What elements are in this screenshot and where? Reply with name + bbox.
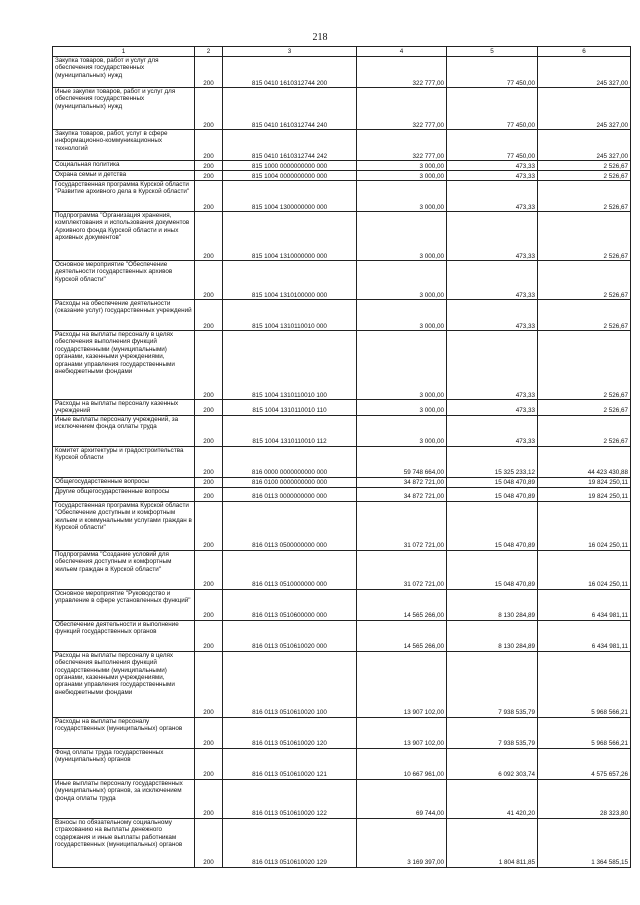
row-status-code: 200 (195, 717, 223, 748)
row-unexecuted-amount: 5 968 566,21 (538, 651, 631, 717)
row-approved-amount: 3 000,00 (357, 261, 447, 300)
header-cell-1: 1 (53, 47, 195, 57)
table-row (53, 261, 631, 300)
row-name: Общегосударственные вопросы (53, 477, 195, 487)
row-status-code: 200 (195, 57, 223, 88)
table-row (53, 651, 631, 717)
row-unexecuted-amount: 19 824 250,11 (538, 487, 631, 501)
row-status-code: 200 (195, 261, 223, 300)
row-approved-amount: 10 667 961,00 (357, 748, 447, 779)
row-status-code: 200 (195, 748, 223, 779)
row-executed-amount: 15 325 233,12 (447, 446, 538, 477)
table-row (53, 748, 631, 779)
row-name: Основное мероприятие "Руководство и управление в сфере установленных функций" (53, 589, 195, 620)
table-row (53, 181, 631, 212)
header-cell-4: 4 (357, 47, 447, 57)
row-approved-amount: 14 565 266,00 (357, 620, 447, 651)
row-name: Государственная программа Курской области "Обеспечение доступным и комфортным жильем и коммунальными услугами граждан в Курской области" (53, 501, 195, 550)
row-status-code: 200 (195, 181, 223, 212)
row-name: Расходы на обеспечение деятельности (оказание услуг) государственных учреждений (53, 300, 195, 331)
row-name: Основное мероприятие "Обеспечение деятельности государственных архивов Курской области" (53, 261, 195, 300)
row-name: Охрана семьи и детства (53, 171, 195, 181)
row-approved-amount: 69 744,00 (357, 779, 447, 818)
table-row (53, 818, 631, 867)
header-cell-5: 5 (447, 47, 538, 57)
row-budget-code: 815 0410 1610312744 242 (223, 130, 357, 161)
row-name: Фонд оплаты труда государственных (муниципальных) органов (53, 748, 195, 779)
row-unexecuted-amount: 2 526,67 (538, 212, 631, 261)
row-status-code: 200 (195, 331, 223, 400)
row-executed-amount: 473,33 (447, 300, 538, 331)
row-unexecuted-amount: 245 327,00 (538, 57, 631, 88)
header-cell-2: 2 (195, 47, 223, 57)
row-budget-code: 816 0100 0000000000 000 (223, 477, 357, 487)
row-approved-amount: 3 000,00 (357, 161, 447, 171)
budget-table (52, 46, 631, 868)
row-name: Взносы по обязательному социальному страхованию на выплаты денежного содержания и иные выплаты работникам государственных (муниципальных) органов (53, 818, 195, 867)
row-budget-code: 815 1004 1300000000 000 (223, 181, 357, 212)
row-name: Расходы на выплаты персоналу в целях обеспечения выполнения функций государственными (муниципальными) органами, казенными учреждениями, органами управления государственными внебюджетными фондами (53, 331, 195, 400)
row-budget-code: 816 0113 0510000000 000 (223, 550, 357, 589)
row-name: Социальная политика (53, 161, 195, 171)
row-unexecuted-amount: 245 327,00 (538, 88, 631, 130)
row-approved-amount: 3 000,00 (357, 171, 447, 181)
row-executed-amount: 15 048 470,89 (447, 487, 538, 501)
table-row (53, 487, 631, 501)
page-number: 218 (312, 32, 328, 43)
row-executed-amount: 6 092 303,74 (447, 748, 538, 779)
table-row (53, 779, 631, 818)
table-row (53, 589, 631, 620)
row-approved-amount: 14 565 266,00 (357, 589, 447, 620)
row-approved-amount: 34 872 721,00 (357, 477, 447, 487)
row-name: Расходы на выплаты персоналу казенных учреждений (53, 400, 195, 416)
row-budget-code: 816 0000 0000000000 000 (223, 446, 357, 477)
row-approved-amount: 34 872 721,00 (357, 487, 447, 501)
row-status-code: 200 (195, 446, 223, 477)
row-approved-amount: 3 000,00 (357, 212, 447, 261)
table-row (53, 400, 631, 416)
row-unexecuted-amount: 1 364 585,15 (538, 818, 631, 867)
row-name: Государственная программа Курской области "Развитие архивного дела в Курской области" (53, 181, 195, 212)
row-executed-amount: 473,33 (447, 161, 538, 171)
row-status-code: 200 (195, 477, 223, 487)
row-status-code: 200 (195, 212, 223, 261)
table-row (53, 212, 631, 261)
row-approved-amount: 3 000,00 (357, 300, 447, 331)
row-executed-amount: 473,33 (447, 331, 538, 400)
row-unexecuted-amount: 2 526,67 (538, 300, 631, 331)
row-budget-code: 816 0113 0500000000 000 (223, 501, 357, 550)
table-row (53, 717, 631, 748)
header-cell-3: 3 (223, 47, 357, 57)
row-name: Подпрограмма "Организация хранения, комплектования и использования документов Архивного фонда Курской области и иных архивных документов" (53, 212, 195, 261)
row-budget-code: 815 1000 0000000000 000 (223, 161, 357, 171)
row-status-code: 200 (195, 130, 223, 161)
row-executed-amount: 15 048 470,89 (447, 501, 538, 550)
row-unexecuted-amount: 2 526,67 (538, 161, 631, 171)
row-budget-code: 815 0410 1610312744 200 (223, 57, 357, 88)
table-row (53, 300, 631, 331)
row-approved-amount: 3 000,00 (357, 331, 447, 400)
table-row (53, 620, 631, 651)
row-name: Иные выплаты персоналу государственных (муниципальных) органов, за исключением фонда оплаты труда (53, 779, 195, 818)
row-status-code: 200 (195, 779, 223, 818)
row-name: Расходы на выплаты персоналу государственных (муниципальных) органов (53, 717, 195, 748)
row-budget-code: 815 1004 1310110010 110 (223, 400, 357, 416)
table-row (53, 57, 631, 88)
table-row (53, 477, 631, 487)
row-unexecuted-amount: 44 423 430,88 (538, 446, 631, 477)
row-status-code: 200 (195, 589, 223, 620)
row-unexecuted-amount: 2 526,67 (538, 331, 631, 400)
row-unexecuted-amount: 16 024 250,11 (538, 550, 631, 589)
row-unexecuted-amount: 2 526,67 (538, 181, 631, 212)
table-row (53, 550, 631, 589)
row-unexecuted-amount: 4 575 657,26 (538, 748, 631, 779)
row-executed-amount: 15 048 470,89 (447, 550, 538, 589)
row-unexecuted-amount: 16 024 250,11 (538, 501, 631, 550)
table-row (53, 501, 631, 550)
row-executed-amount: 7 938 535,79 (447, 651, 538, 717)
table-body (53, 57, 631, 868)
row-unexecuted-amount: 5 968 566,21 (538, 717, 631, 748)
row-status-code: 200 (195, 400, 223, 416)
row-approved-amount: 3 000,00 (357, 415, 447, 446)
row-budget-code: 816 0113 0510610020 121 (223, 748, 357, 779)
header-cell-6: 6 (538, 47, 631, 57)
row-approved-amount: 3 000,00 (357, 181, 447, 212)
row-name: Комитет архитектуры и градостроительства Курской области (53, 446, 195, 477)
header-row (53, 47, 631, 57)
row-name: Закупка товаров, работ, услуг в сфере информационно-коммуникационных технологий (53, 130, 195, 161)
row-executed-amount: 1 804 811,85 (447, 818, 538, 867)
row-name: Закупка товаров, работ и услуг для обеспечения государственных (муниципальных) нужд (53, 57, 195, 88)
row-budget-code: 816 0113 0510610020 122 (223, 779, 357, 818)
row-unexecuted-amount: 2 526,67 (538, 261, 631, 300)
row-unexecuted-amount: 6 434 981,11 (538, 589, 631, 620)
row-name: Другие общегосударственные вопросы (53, 487, 195, 501)
row-executed-amount: 473,33 (447, 212, 538, 261)
row-unexecuted-amount: 245 327,00 (538, 130, 631, 161)
table-row (53, 415, 631, 446)
row-approved-amount: 13 907 102,00 (357, 651, 447, 717)
row-approved-amount: 31 072 721,00 (357, 501, 447, 550)
row-budget-code: 815 0410 1610312744 240 (223, 88, 357, 130)
row-executed-amount: 8 130 284,89 (447, 589, 538, 620)
row-budget-code: 815 1004 1310110010 000 (223, 300, 357, 331)
row-budget-code: 815 1004 0000000000 000 (223, 171, 357, 181)
table-row (53, 446, 631, 477)
row-approved-amount: 59 748 664,00 (357, 446, 447, 477)
row-status-code: 200 (195, 171, 223, 181)
row-executed-amount: 473,33 (447, 415, 538, 446)
row-approved-amount: 3 000,00 (357, 400, 447, 416)
row-executed-amount: 8 130 284,89 (447, 620, 538, 651)
row-approved-amount: 322 777,00 (357, 57, 447, 88)
row-budget-code: 816 0113 0510610020 120 (223, 717, 357, 748)
row-budget-code: 815 1004 1310110010 112 (223, 415, 357, 446)
row-status-code: 200 (195, 620, 223, 651)
table-row (53, 171, 631, 181)
row-status-code: 200 (195, 651, 223, 717)
row-approved-amount: 13 907 102,00 (357, 717, 447, 748)
row-unexecuted-amount: 2 526,67 (538, 400, 631, 416)
row-budget-code: 816 0113 0000000000 000 (223, 487, 357, 501)
table-row (53, 130, 631, 161)
table-row (53, 331, 631, 400)
row-unexecuted-amount: 19 824 250,11 (538, 477, 631, 487)
row-budget-code: 816 0113 0510610020 100 (223, 651, 357, 717)
row-name: Иные выплаты персоналу учреждений, за исключением фонда оплаты труда (53, 415, 195, 446)
row-unexecuted-amount: 28 323,80 (538, 779, 631, 818)
row-budget-code: 815 1004 1310110010 100 (223, 331, 357, 400)
row-unexecuted-amount: 2 526,67 (538, 415, 631, 446)
row-name: Подпрограмма "Создание условий для обеспечения доступным и комфортным жильем граждан в Курской области" (53, 550, 195, 589)
row-approved-amount: 322 777,00 (357, 88, 447, 130)
row-executed-amount: 77 450,00 (447, 130, 538, 161)
row-status-code: 200 (195, 300, 223, 331)
row-executed-amount: 15 048 470,89 (447, 477, 538, 487)
row-executed-amount: 473,33 (447, 400, 538, 416)
row-status-code: 200 (195, 550, 223, 589)
row-budget-code: 816 0113 0510610020 000 (223, 620, 357, 651)
row-executed-amount: 473,33 (447, 261, 538, 300)
row-executed-amount: 7 938 535,79 (447, 717, 538, 748)
row-name: Обеспечение деятельности и выполнение функций государственных органов (53, 620, 195, 651)
row-status-code: 200 (195, 487, 223, 501)
row-status-code: 200 (195, 818, 223, 867)
row-approved-amount: 3 169 397,00 (357, 818, 447, 867)
row-budget-code: 816 0113 0510610020 129 (223, 818, 357, 867)
row-budget-code: 816 0113 0510600000 000 (223, 589, 357, 620)
row-status-code: 200 (195, 88, 223, 130)
row-executed-amount: 473,33 (447, 171, 538, 181)
row-budget-code: 815 1004 1310100000 000 (223, 261, 357, 300)
row-approved-amount: 322 777,00 (357, 130, 447, 161)
row-executed-amount: 473,33 (447, 181, 538, 212)
row-unexecuted-amount: 6 434 981,11 (538, 620, 631, 651)
row-name: Расходы на выплаты персоналу в целях обеспечения выполнения функций государственными (муниципальными) органами, казенными учреждениями, органами управления государственными внебюджетными фондами (53, 651, 195, 717)
row-approved-amount: 31 072 721,00 (357, 550, 447, 589)
row-executed-amount: 77 450,00 (447, 57, 538, 88)
table-row (53, 88, 631, 130)
row-executed-amount: 77 450,00 (447, 88, 538, 130)
row-status-code: 200 (195, 161, 223, 171)
row-name: Иные закупки товаров, работ и услуг для обеспечения государственных (муниципальных) нужд (53, 88, 195, 130)
row-status-code: 200 (195, 501, 223, 550)
row-executed-amount: 41 420,20 (447, 779, 538, 818)
table-row (53, 161, 631, 171)
row-status-code: 200 (195, 415, 223, 446)
row-budget-code: 815 1004 1310000000 000 (223, 212, 357, 261)
row-unexecuted-amount: 2 526,67 (538, 171, 631, 181)
